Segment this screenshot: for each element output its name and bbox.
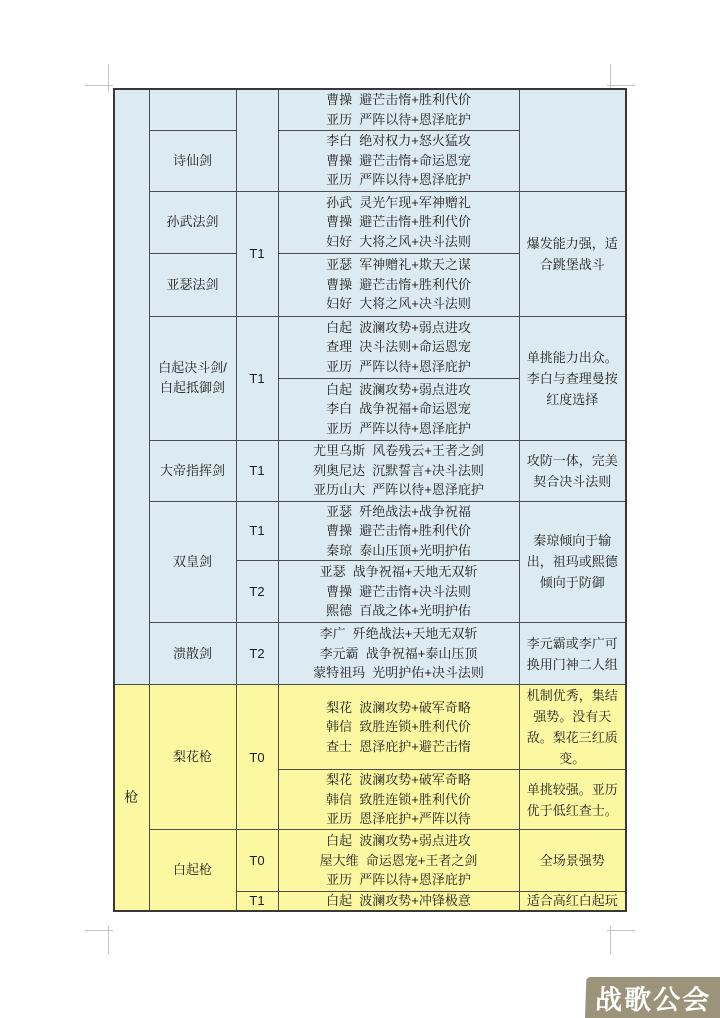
weapon-name-cell: 大帝指挥剑	[149, 440, 236, 501]
tier-cell: T2	[236, 623, 278, 685]
combo-cell	[278, 378, 519, 440]
combo-line: 亚历 严阵以待+恩泽庇护	[326, 872, 471, 888]
tier-cell: T1	[236, 191, 278, 316]
table-row	[114, 440, 626, 501]
table-row	[114, 501, 626, 561]
combo-line: 尤里乌斯 风卷残云+王者之剑	[313, 443, 484, 459]
combo-line: 列奥尼达 沉默誓言+决斗法则	[313, 462, 484, 478]
table-row	[114, 623, 626, 685]
tier-cell: T0	[236, 685, 278, 830]
combo-line: 韩信 致胜连锁+胜利代价	[326, 719, 471, 735]
combo-line: 秦琼 泰山压顶+光明护佑	[326, 542, 471, 558]
comment-cell: 爆发能力强，适合跳堡战斗	[519, 191, 626, 316]
combo-line: 曹操 避芒击惰+胜利代价	[326, 92, 471, 108]
combo-cell	[278, 130, 519, 191]
weapon-name-cell: 孙武法剑	[149, 191, 236, 253]
tier-cell: T0	[236, 830, 278, 892]
tier-cell: T1	[236, 316, 278, 440]
combo-line: 亚瑟 歼绝战法+战争祝福	[326, 503, 471, 519]
weapon-name-cell	[149, 89, 236, 130]
combo-line: 查理 决斗法则+命运恩宠	[326, 339, 471, 355]
combo-line: 孙武 灵光乍现+军神赠礼	[326, 194, 471, 210]
combo-line: 亚瑟 战争祝福+天地无双斩	[319, 564, 478, 580]
table-row	[114, 316, 626, 378]
combo-line: 曹操 避芒击惰+决斗法则	[326, 583, 471, 599]
category-cell-sword	[114, 89, 149, 685]
combo-line: 查士 恩泽庇护+避芒击惰	[326, 738, 471, 754]
combo-cell	[278, 830, 519, 892]
combo-line: 白起 波澜攻势+弱点进攻	[326, 319, 471, 335]
combo-line: 熙德 百战之体+光明护佑	[326, 603, 471, 619]
tier-cell: T1	[236, 501, 278, 561]
weapon-name-cell: 双皇剑	[149, 501, 236, 623]
combo-cell	[278, 440, 519, 501]
comment-cell: 适合高红白起玩	[519, 892, 626, 911]
combo-cell	[278, 253, 519, 316]
crop-mark-bottom-right-h	[607, 930, 635, 931]
comment-cell: 单挑较强。亚历优于低红查士。	[519, 770, 626, 830]
combo-cell	[278, 623, 519, 685]
comment-cell: 机制优秀，集结强势。没有天敌。梨花三红质变。	[519, 685, 626, 770]
combo-line: 梨花 波澜攻势+破军奇略	[326, 772, 471, 788]
tier-cell: T2	[236, 561, 278, 623]
comment-cell: 全场景强势	[519, 830, 626, 892]
comment-cell: 李元霸或李广可换用门神二人组	[519, 623, 626, 685]
crop-mark-bottom-left-h	[85, 930, 113, 931]
crop-mark-top-left-v	[108, 64, 109, 92]
table-row	[114, 191, 626, 253]
combo-line: 亚历 恩泽庇护+严阵以待	[326, 811, 471, 827]
weapon-name-cell: 诗仙剑	[149, 130, 236, 191]
combo-cell	[278, 501, 519, 561]
combo-line: 亚历 严阵以待+恩泽庇护	[326, 172, 471, 188]
combo-line: 屋大维 命运恩宠+王者之剑	[319, 852, 478, 868]
combo-line: 曹操 避芒击惰+胜利代价	[326, 214, 471, 230]
comment-cell: 单挑能力出众。李白与查理曼按红度选择	[519, 316, 626, 440]
watermark-badge: 战歌公会	[585, 977, 720, 1018]
comment-cell: 攻防一体，完美契合决斗法则	[519, 440, 626, 501]
combo-cell	[278, 561, 519, 623]
tier-cell: T1	[236, 440, 278, 501]
weapon-name-cell: 白起枪	[149, 830, 236, 911]
table-row	[114, 830, 626, 892]
combo-cell	[278, 89, 519, 130]
combo-line: 妇好 大将之风+决斗法则	[326, 233, 471, 249]
weapon-tier-table	[113, 88, 627, 912]
combo-line: 亚历山大 严阵以待+恩泽庇护	[313, 482, 484, 498]
weapon-name-cell: 亚瑟法剑	[149, 253, 236, 316]
combo-line: 白起 波澜攻势+弱点进攻	[326, 833, 471, 849]
combo-line: 妇好 大将之风+决斗法则	[326, 296, 471, 312]
combo-line: 李白 战争祝福+命运恩宠	[326, 401, 471, 417]
weapon-name-cell: 白起决斗剑/白起抵御剑	[149, 316, 236, 440]
combo-line: 亚历 严阵以待+恩泽庇护	[326, 111, 471, 127]
table-row	[114, 685, 626, 770]
combo-line: 白起 波澜攻势+冲锋极意	[326, 893, 471, 909]
combo-line: 韩信 致胜连锁+胜利代价	[326, 791, 471, 807]
crop-mark-top-right-h	[607, 85, 635, 86]
combo-line: 李广 歼绝战法+天地无双斩	[319, 626, 478, 642]
comment-cell	[519, 89, 626, 191]
tier-cell	[236, 89, 278, 191]
combo-line: 白起 波澜攻势+弱点进攻	[326, 381, 471, 397]
combo-line: 亚瑟 军神赠礼+欺天之谋	[326, 257, 471, 273]
weapon-name-cell: 梨花枪	[149, 685, 236, 830]
combo-line: 曹操 避芒击惰+命运恩宠	[326, 152, 471, 168]
combo-cell	[278, 316, 519, 378]
combo-line: 李白 绝对权力+怒火猛攻	[326, 133, 471, 149]
combo-line: 亚历 严阵以待+恩泽庇护	[326, 420, 471, 436]
crop-mark-top-left-h	[85, 85, 113, 86]
combo-line: 蒙特祖玛 光明护佑+决斗法则	[313, 665, 484, 681]
combo-line: 亚历 严阵以待+恩泽庇护	[326, 358, 471, 374]
table-row	[114, 89, 626, 130]
category-cell-spear: 枪	[114, 685, 149, 911]
combo-cell	[278, 191, 519, 253]
combo-cell	[278, 892, 519, 911]
combo-cell	[278, 685, 519, 770]
weapon-name-cell: 溃散剑	[149, 623, 236, 685]
tier-cell: T1	[236, 892, 278, 911]
combo-line: 曹操 避芒击惰+胜利代价	[326, 523, 471, 538]
combo-line: 曹操 避芒击惰+胜利代价	[326, 276, 471, 292]
combo-line: 李元霸 战争祝福+泰山压顶	[319, 645, 478, 661]
comment-cell: 秦琼倾向于输出，祖玛或熙德倾向于防御	[519, 501, 626, 623]
combo-cell	[278, 770, 519, 830]
combo-line: 梨花 波澜攻势+破军奇略	[326, 699, 471, 715]
